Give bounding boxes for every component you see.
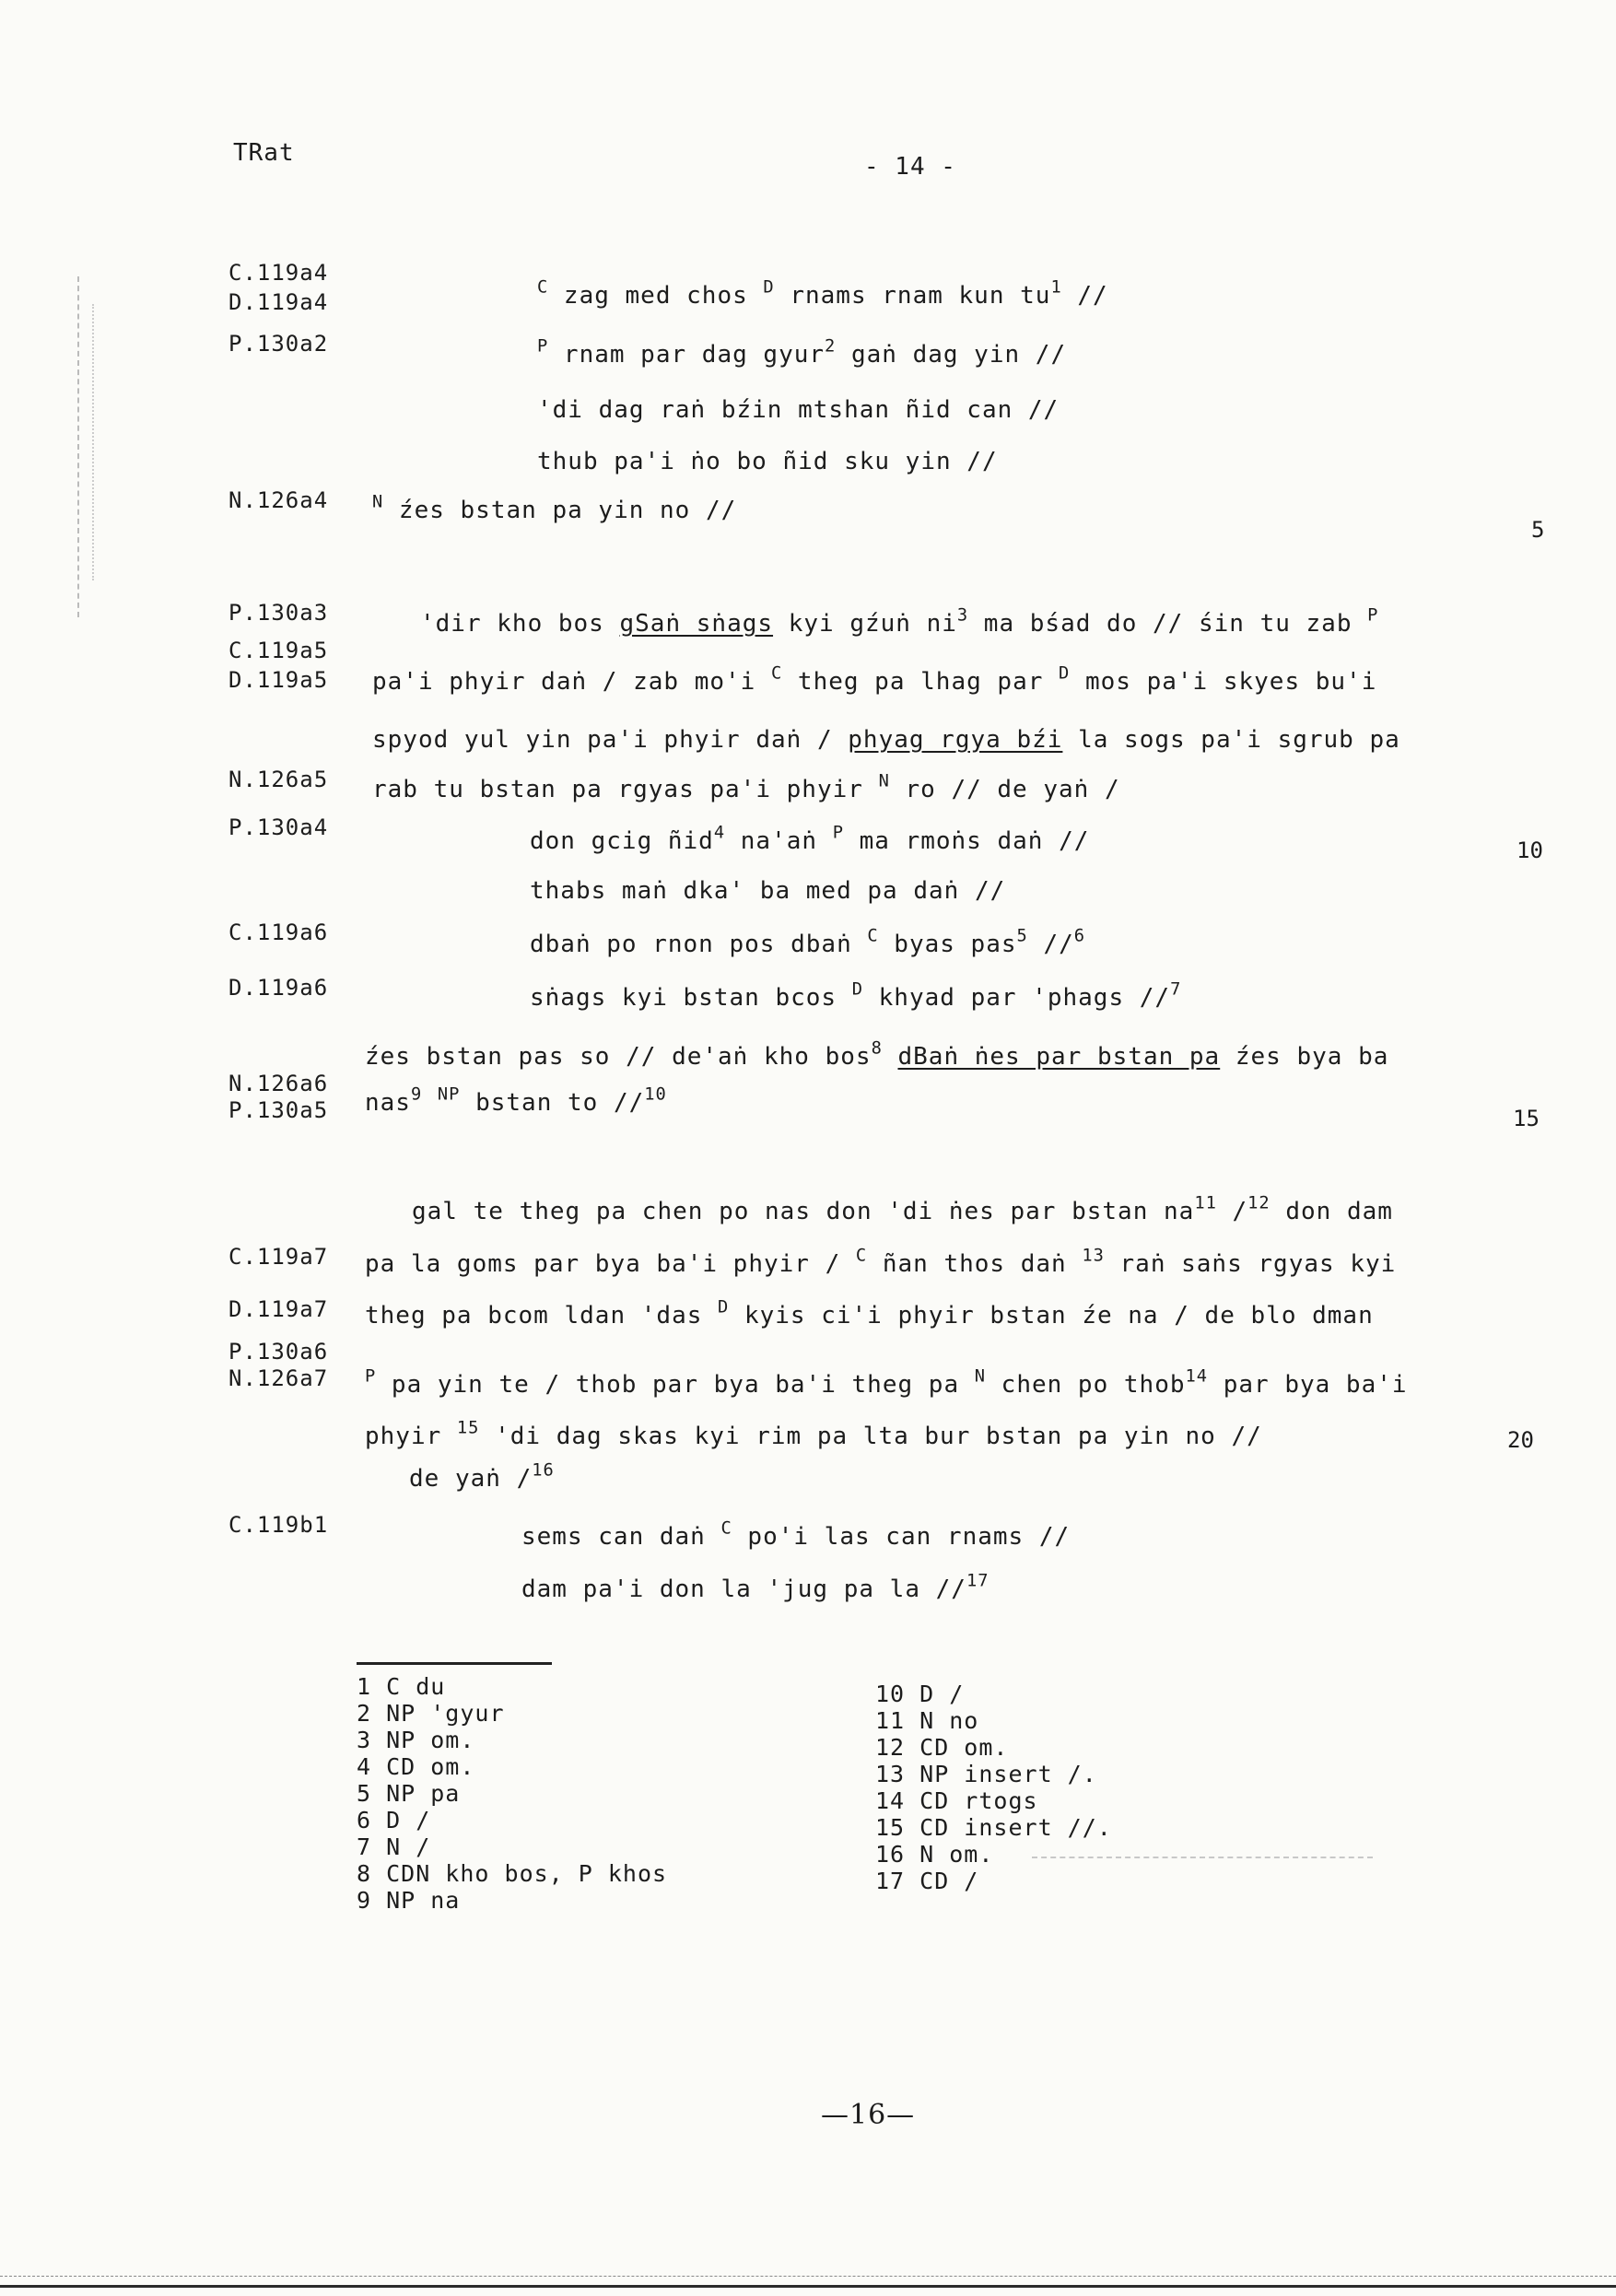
scan-edge-dots — [92, 304, 94, 580]
bottom-scan-line — [0, 2285, 1616, 2288]
margin-ref: C.119b1 — [228, 1512, 329, 1538]
footnote: 6 D / — [357, 1807, 431, 1833]
witness-marker: C — [867, 926, 879, 946]
text-line: $^N$ źes bstan pa yin no // — [372, 492, 737, 524]
footnote-marker: 17 — [966, 1571, 990, 1591]
footnote-marker: 5 — [1016, 926, 1028, 946]
footnote: 13 NP insert /. — [875, 1761, 1097, 1787]
underlined-title: phyag rgya bźi — [848, 726, 1063, 754]
witness-marker: P — [1367, 605, 1379, 626]
footnote-marker: 7 — [1170, 979, 1182, 1000]
text-line: $^C$ zag med chos $^D$ rnams rnam kun $tu^1$ // — [537, 277, 1108, 310]
text-line: $^P$ pa yin te / thob par bya ba'i theg pa $^N$ chen po thob$^{14}$ par bya ba'i — [365, 1366, 1408, 1399]
footnote-rule — [357, 1662, 552, 1665]
margin-ref: P.130a5 — [228, 1097, 329, 1123]
footnote: 2 NP 'gyur — [357, 1700, 505, 1727]
footnote-marker: 6 — [1073, 926, 1086, 946]
page-number: - 14 - — [864, 153, 956, 181]
footnote-marker: 3 — [956, 605, 969, 626]
witness-marker: C — [720, 1518, 732, 1539]
footnote-marker: 16 — [532, 1460, 555, 1481]
text-line: sṅags kyi bstan bcos $^D$ khyad par 'phags //$^7$ — [530, 979, 1182, 1012]
witness-marker: D — [851, 979, 863, 1000]
text-line: pa'i phyir daṅ / zab mo'i $^C$ theg pa lhag par $^D$ mos pa'i skyes bu'i — [372, 663, 1377, 696]
margin-ref: N.126a4 — [228, 487, 329, 513]
text-line: 'di dag raṅ bźin mtshan ñid can // — [537, 396, 1060, 424]
footnote-marker: 15 — [456, 1418, 480, 1438]
margin-ref: C.119a7 — [228, 1244, 329, 1270]
witness-marker: P — [832, 823, 844, 843]
text-line: spyod yul yin pa'i phyir daṅ / phyag rgya bźi la sogs pa'i sgrub pa — [372, 726, 1400, 754]
footnote: 16 N om. — [875, 1841, 994, 1868]
scan-edge-dashes — [77, 276, 79, 617]
margin-ref: C.119a4 — [228, 260, 329, 286]
scan-dash-line — [1032, 1857, 1373, 1858]
footnote: 3 NP om. — [357, 1727, 475, 1753]
footnote-marker: 9 — [410, 1084, 423, 1105]
margin-ref: P.130a2 — [228, 331, 329, 357]
margin-ref: C.119a6 — [228, 920, 329, 945]
margin-ref: D.119a4 — [228, 289, 329, 315]
margin-ref: N.126a6 — [228, 1071, 329, 1096]
footnote: 8 CDN kho bos, P khos — [357, 1860, 668, 1887]
text-line: nas$^9$ $^{NP}$ bstan to //$^{10}$ — [365, 1084, 667, 1117]
page-folio: —16— — [821, 2099, 916, 2131]
margin-ref: D.119a6 — [228, 975, 329, 1001]
margin-ref: N.126a7 — [228, 1365, 329, 1391]
witness-marker: D — [718, 1297, 730, 1318]
text-line: $^P$ rnam par dag gyur$^2$ gaṅ dag yin // — [537, 336, 1067, 369]
margin-ref: D.119a7 — [228, 1296, 329, 1322]
text-line: 'dir kho bos gSaṅ sṅags kyi gźuṅ $ni^3$ ma bśad do // śin tu zab $^P$ — [420, 605, 1379, 638]
witness-marker: D — [1059, 663, 1071, 684]
line-number: 5 — [1531, 517, 1545, 543]
footnote-marker: 13 — [1082, 1246, 1105, 1266]
witness-marker: C — [537, 277, 549, 298]
margin-ref: P.130a3 — [228, 600, 329, 626]
margin-ref: P.130a6 — [228, 1339, 329, 1365]
text-line: theg pa bcom ldan 'das $^D$ kyis ci'i phyir bstan źe na / de blo dman — [365, 1297, 1374, 1330]
witness-marker: P — [537, 336, 549, 357]
text-line: źes bstan pas so // de'aṅ kho bos$^8$ dBaṅ ṅes par bstan pa źes bya ba — [365, 1038, 1389, 1071]
witness-marker: NP — [437, 1084, 461, 1105]
witness-marker: N — [372, 492, 384, 512]
footnote-marker: 11 — [1194, 1193, 1217, 1213]
witness-marker: D — [763, 277, 775, 298]
footnote: 5 NP pa — [357, 1780, 461, 1807]
margin-ref: N.126a5 — [228, 767, 329, 792]
margin-ref: C.119a5 — [228, 638, 329, 663]
witness-marker: P — [365, 1366, 377, 1387]
text-line: rab tu bstan pa rgyas pa'i phyir $^N$ ro // de yaṅ / — [372, 771, 1120, 803]
text-line: sems can daṅ $^C$ po'i las can rnams // — [521, 1518, 1071, 1551]
text-line: thub pa'i ṅo bo ñid sku yin // — [537, 448, 998, 475]
footnote: 7 N / — [357, 1833, 431, 1860]
text-line: dam pa'i don la 'jug pa la //$^{17}$ — [521, 1571, 990, 1603]
line-number: 15 — [1513, 1106, 1540, 1131]
text-line: phyir $^{15}$ 'di dag skas kyi rim pa lta bur bstan pa yin no // — [365, 1418, 1262, 1450]
text-line: dbaṅ po rnon pos dbaṅ $^C$ byas pas$^5$ //$^6$ — [530, 926, 1086, 958]
line-number: 10 — [1516, 838, 1543, 863]
witness-marker: C — [771, 663, 783, 684]
text-line: de yaṅ /$^{16}$ — [409, 1460, 555, 1493]
footnote: 14 CD rtogs — [875, 1787, 1038, 1814]
margin-ref: D.119a5 — [228, 667, 329, 693]
text-line: pa la goms par bya ba'i phyir / $^C$ ñan thos daṅ $^{13}$ raṅ saṅs rgyas kyi — [365, 1246, 1397, 1278]
witness-marker: N — [974, 1366, 987, 1387]
underlined-title: dBaṅ ṅes par bstan pa — [897, 1043, 1221, 1071]
margin-ref: P.130a4 — [228, 814, 329, 840]
footnote: 15 CD insert //. — [875, 1814, 1112, 1841]
text-line: thabs maṅ dka' ba med pa daṅ // — [530, 877, 1006, 905]
line-number: 20 — [1507, 1427, 1534, 1453]
text-line: gal te theg pa chen po nas don 'di ṅes par bstan $na^{11}$ /$^{12}$ don dam — [412, 1193, 1393, 1225]
footnote-marker: 1 — [1050, 277, 1062, 298]
footnote-marker: 12 — [1247, 1193, 1271, 1213]
document-code: TRat — [233, 139, 295, 167]
footnote: 17 CD / — [875, 1868, 979, 1894]
footnote: 10 D / — [875, 1681, 965, 1707]
footnote: 9 NP na — [357, 1887, 461, 1914]
text-line: don gcig ñid$^4$ na'aṅ $^P$ ma rmoṅs daṅ // — [530, 823, 1090, 855]
bottom-scan-line-2 — [0, 2276, 1616, 2277]
footnote-marker: 2 — [825, 336, 837, 357]
footnote: 1 C du — [357, 1673, 446, 1700]
footnote-marker: 10 — [644, 1084, 667, 1105]
witness-marker: C — [855, 1246, 868, 1266]
witness-marker: N — [878, 771, 890, 791]
footnote: 12 CD om. — [875, 1734, 1009, 1761]
footnote-marker: 14 — [1185, 1366, 1209, 1387]
footnote-marker: 8 — [871, 1038, 883, 1059]
footnote: 4 CD om. — [357, 1753, 475, 1780]
underlined-title: gSaṅ sṅags — [619, 610, 774, 638]
footnote: 11 N no — [875, 1707, 979, 1734]
footnote-marker: 4 — [713, 823, 726, 843]
